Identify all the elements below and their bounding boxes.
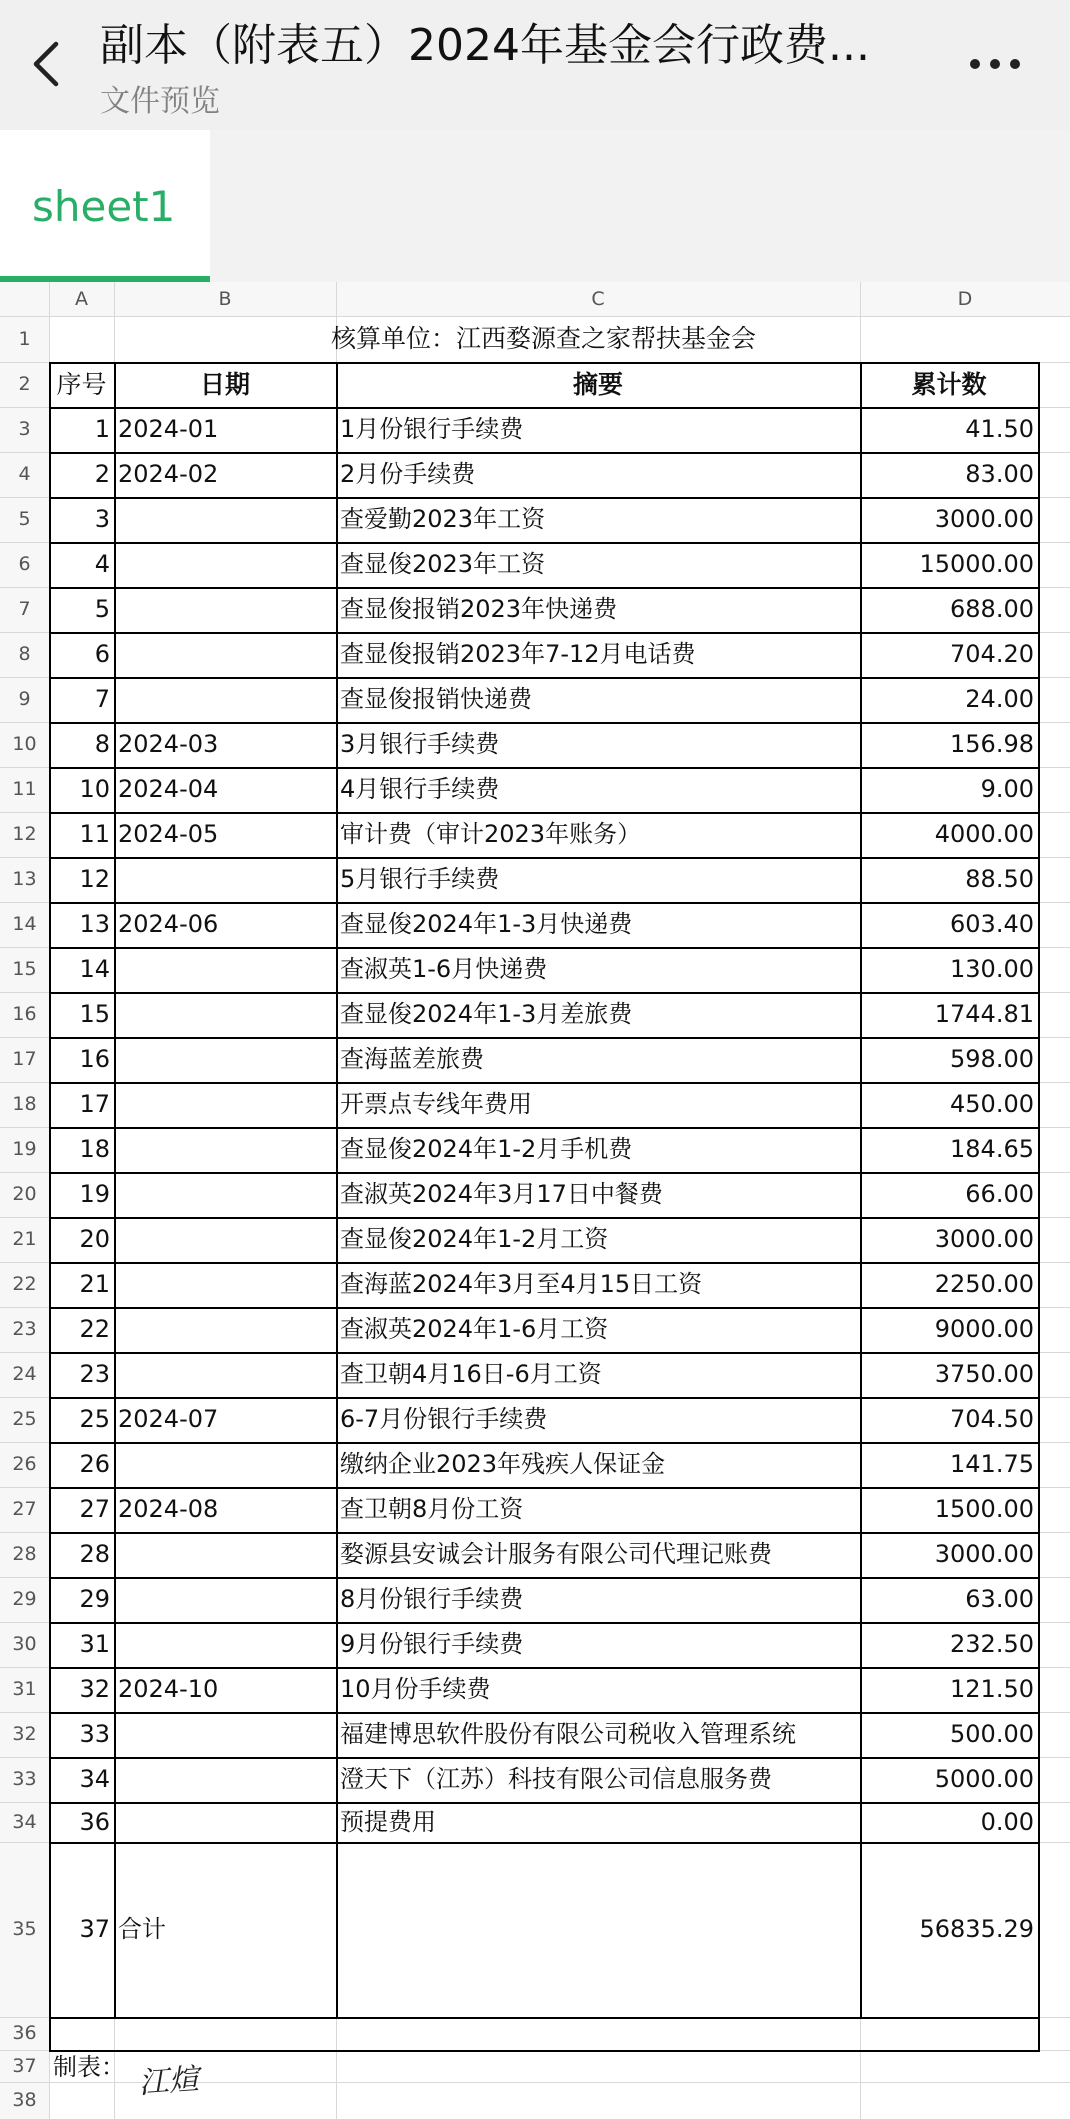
table-border-col-d <box>860 362 862 2017</box>
cell-date[interactable]: 2024-06 <box>118 910 219 938</box>
row-number[interactable]: 3 <box>0 407 49 452</box>
cell-no[interactable]: 2 <box>94 460 110 488</box>
cell-no[interactable]: 3 <box>94 505 110 533</box>
cell-amount[interactable]: 9.00 <box>980 775 1034 803</box>
cell-summary[interactable]: 开票点专线年费用 <box>340 1090 532 1118</box>
cell-amount[interactable]: 598.00 <box>950 1045 1034 1073</box>
cell-date[interactable] <box>114 1802 336 1842</box>
header-date: 日期 <box>199 370 250 399</box>
row-number[interactable]: 16 <box>0 992 49 1037</box>
row-number[interactable]: 33 <box>0 1757 49 1802</box>
app-header <box>0 0 1070 130</box>
cell-no[interactable]: 27 <box>79 1495 110 1523</box>
cell-summary[interactable]: 婺源县安诚会计服务有限公司代理记账费 <box>340 1540 772 1568</box>
table-border-row <box>49 1577 1040 1579</box>
cell-date[interactable]: 2024-05 <box>118 820 219 848</box>
cell-summary[interactable]: 4月银行手续费 <box>340 775 500 803</box>
cell-no[interactable]: 37 <box>79 1915 110 1943</box>
cell-date[interactable] <box>114 1217 336 1262</box>
cell-no[interactable]: 13 <box>79 910 110 938</box>
cell-amount[interactable]: 232.50 <box>950 1630 1034 1658</box>
cell-no[interactable]: 28 <box>79 1540 110 1568</box>
cell-amount[interactable]: 688.00 <box>950 595 1034 623</box>
row-number[interactable]: 26 <box>0 1442 49 1487</box>
cell-no[interactable]: 23 <box>79 1360 110 1388</box>
table-border-row <box>49 1307 1040 1309</box>
cell-summary[interactable]: 查显俊报销快递费 <box>340 685 532 713</box>
row-number[interactable]: 20 <box>0 1172 49 1217</box>
cell-summary[interactable]: 8月份银行手续费 <box>340 1585 524 1613</box>
cell-amount[interactable]: 9000.00 <box>934 1315 1034 1343</box>
cell-date[interactable] <box>114 1172 336 1217</box>
cell-no[interactable]: 36 <box>79 1808 110 1836</box>
cell-summary[interactable]: 查显俊报销2023年快递费 <box>340 595 618 623</box>
cell-no[interactable]: 11 <box>79 820 110 848</box>
cell-no[interactable]: 21 <box>79 1270 110 1298</box>
cell-no[interactable]: 25 <box>79 1405 110 1433</box>
prepared-by-label: 制表： <box>53 2053 125 2081</box>
table-border-row <box>49 452 1040 454</box>
signature: 江煊 <box>137 2062 200 2102</box>
row-number[interactable]: 28 <box>0 1532 49 1577</box>
table-border-row <box>49 857 1040 859</box>
table-border-row <box>49 1037 1040 1039</box>
table-border-row <box>49 1352 1040 1354</box>
cell-amount[interactable]: 3000.00 <box>934 1225 1034 1253</box>
cell-summary[interactable]: 查爱勤2023年工资 <box>340 505 546 533</box>
column-header-d[interactable]: D <box>860 282 1070 316</box>
row-number[interactable]: 12 <box>0 812 49 857</box>
cell-summary[interactable]: 查淑英2024年1-6月工资 <box>340 1315 609 1343</box>
cell-date[interactable] <box>114 1037 336 1082</box>
cell-amount[interactable]: 0.00 <box>980 1808 1034 1836</box>
cell-no[interactable]: 1 <box>94 415 110 443</box>
table-border-row <box>49 497 1040 499</box>
cell-date[interactable]: 2024-02 <box>118 460 219 488</box>
row-number[interactable]: 23 <box>0 1307 49 1352</box>
cell-amount[interactable]: 56835.29 <box>919 1915 1034 1943</box>
cell-summary[interactable]: 3月银行手续费 <box>340 730 500 758</box>
cell-amount[interactable]: 15000.00 <box>919 550 1034 578</box>
cell-no[interactable]: 20 <box>79 1225 110 1253</box>
cell-summary[interactable]: 澄天下（江苏）科技有限公司信息服务费 <box>340 1765 772 1793</box>
cell-summary[interactable]: 5月银行手续费 <box>340 865 500 893</box>
cell-summary[interactable]: 审计费（审计2023年账务） <box>340 820 642 848</box>
spreadsheet-grid[interactable] <box>0 282 1070 2119</box>
more-horizontal-icon <box>967 57 1023 71</box>
table-border-row <box>49 1262 1040 1264</box>
table-border-row <box>49 677 1040 679</box>
cell-summary[interactable]: 10月份手续费 <box>340 1675 491 1703</box>
cell-amount[interactable]: 704.20 <box>950 640 1034 668</box>
cell-date[interactable] <box>114 542 336 587</box>
note-block[interactable] <box>49 2017 1038 2065</box>
table-border-row <box>49 1842 1040 1844</box>
row-number[interactable]: 14 <box>0 902 49 947</box>
table-border-row <box>49 1532 1040 1534</box>
cell-date[interactable] <box>114 632 336 677</box>
cell-summary[interactable]: 缴纳企业2023年残疾人保证金 <box>340 1450 666 1478</box>
cell-no[interactable]: 17 <box>79 1090 110 1118</box>
cell-date[interactable] <box>114 677 336 722</box>
cell-date[interactable] <box>114 1577 336 1622</box>
cell-summary[interactable]: 9月份银行手续费 <box>340 1630 524 1658</box>
cell-amount[interactable]: 450.00 <box>950 1090 1034 1118</box>
cell-summary[interactable]: 预提费用 <box>340 1808 436 1836</box>
row-number[interactable]: 31 <box>0 1667 49 1712</box>
cell-date[interactable] <box>114 1307 336 1352</box>
cell-no[interactable]: 8 <box>94 730 110 758</box>
table-border-row <box>49 1172 1040 1174</box>
row-number[interactable]: 8 <box>0 632 49 677</box>
table-border-row <box>49 1487 1040 1489</box>
cell-date[interactable] <box>114 1532 336 1577</box>
row-number[interactable]: 13 <box>0 857 49 902</box>
cell-date[interactable] <box>114 1442 336 1487</box>
cell-date[interactable] <box>114 497 336 542</box>
cell-amount[interactable]: 1500.00 <box>934 1495 1034 1523</box>
header-amount: 累计数 <box>911 370 987 399</box>
cell-date[interactable] <box>114 992 336 1037</box>
row-number[interactable]: 2 <box>0 362 49 407</box>
cell-no[interactable]: 6 <box>94 640 110 668</box>
table-border-top <box>49 362 1040 364</box>
row-number[interactable]: 34 <box>0 1802 49 1842</box>
table-border-row <box>49 632 1040 634</box>
row-number[interactable]: 24 <box>0 1352 49 1397</box>
table-border-row <box>49 1667 1040 1669</box>
cell-amount[interactable]: 5000.00 <box>934 1765 1034 1793</box>
cell-date[interactable] <box>114 1127 336 1172</box>
row-number[interactable]: 11 <box>0 767 49 812</box>
table-border-row <box>49 1397 1040 1399</box>
table-border-row <box>49 812 1040 814</box>
row-number[interactable]: 35 <box>0 1842 49 2017</box>
sheet-tabbar <box>0 130 1070 282</box>
cell-summary[interactable]: 查显俊2024年1-2月手机费 <box>340 1135 633 1163</box>
table-border-col-b <box>114 362 116 2017</box>
row-number[interactable]: 27 <box>0 1487 49 1532</box>
cell-amount[interactable]: 88.50 <box>965 865 1034 893</box>
cell-summary[interactable]: 6-7月份银行手续费 <box>340 1405 548 1433</box>
cell-no[interactable]: 4 <box>94 550 110 578</box>
cell-no[interactable]: 15 <box>79 1000 110 1028</box>
page-title: 副本（附表五）2024年基金会行政费... <box>100 20 870 71</box>
cell-amount[interactable]: 41.50 <box>965 415 1034 443</box>
row-number[interactable]: 10 <box>0 722 49 767</box>
row-number[interactable]: 18 <box>0 1082 49 1127</box>
table-border-right <box>1038 362 1040 2052</box>
table-border-row <box>49 2050 1040 2052</box>
cell-amount[interactable]: 2250.00 <box>934 1270 1034 1298</box>
cell-amount[interactable]: 500.00 <box>950 1720 1034 1748</box>
row-number[interactable]: 17 <box>0 1037 49 1082</box>
cell-date[interactable]: 2024-08 <box>118 1495 219 1523</box>
cell-amount[interactable]: 3000.00 <box>934 505 1034 533</box>
row-number[interactable]: 37 <box>0 2050 49 2082</box>
cell-date[interactable] <box>114 1352 336 1397</box>
row-number[interactable]: 29 <box>0 1577 49 1622</box>
row-number[interactable]: 5 <box>0 497 49 542</box>
table-border-row <box>49 1802 1040 1804</box>
cell-summary[interactable]: 福建博思软件股份有限公司税收入管理系统 <box>340 1720 796 1748</box>
cell-date[interactable]: 2024-07 <box>118 1405 219 1433</box>
cell-amount[interactable]: 704.50 <box>950 1405 1034 1433</box>
table-border-row <box>49 1442 1040 1444</box>
cell-amount[interactable]: 156.98 <box>950 730 1034 758</box>
cell-date[interactable] <box>114 1082 336 1127</box>
cell-summary[interactable]: 1月份银行手续费 <box>340 415 524 443</box>
cell-no[interactable]: 16 <box>79 1045 110 1073</box>
cell-amount[interactable]: 4000.00 <box>934 820 1034 848</box>
cell-date[interactable] <box>114 1622 336 1667</box>
cell-amount[interactable]: 121.50 <box>950 1675 1034 1703</box>
table-border-left <box>49 362 51 2050</box>
row-number[interactable]: 9 <box>0 677 49 722</box>
cell-summary[interactable]: 查卫朝8月份工资 <box>340 1495 524 1523</box>
table-border-row <box>49 902 1040 904</box>
unit-title: 核算单位：江西婺源查之家帮扶基金会 <box>330 324 756 353</box>
cell-no[interactable]: 33 <box>79 1720 110 1748</box>
cell-amount[interactable]: 24.00 <box>965 685 1034 713</box>
table-border-row <box>49 2017 1040 2019</box>
row-number[interactable]: 25 <box>0 1397 49 1442</box>
row-number[interactable]: 4 <box>0 452 49 497</box>
table-border-row <box>49 1757 1040 1759</box>
cell-date[interactable]: 2024-01 <box>118 415 219 443</box>
table-border-row <box>49 1082 1040 1084</box>
row-number[interactable]: 30 <box>0 1622 49 1667</box>
back-button[interactable] <box>24 36 68 92</box>
cell-date[interactable] <box>114 857 336 902</box>
cell-date[interactable] <box>114 1712 336 1757</box>
cell-summary[interactable] <box>336 1842 860 2017</box>
cell-summary[interactable]: 查显俊2023年工资 <box>340 550 546 578</box>
cell-amount[interactable]: 141.75 <box>950 1450 1034 1478</box>
cell-amount[interactable]: 3000.00 <box>934 1540 1034 1568</box>
cell-summary[interactable]: 查显俊2024年1-3月差旅费 <box>340 1000 633 1028</box>
table-border-col-c <box>336 362 338 2017</box>
cell-date[interactable]: 2024-04 <box>118 775 219 803</box>
table-border-row <box>49 407 1040 409</box>
tab-sheet1-label: sheet1 <box>32 182 176 231</box>
cell-date[interactable]: 2024-10 <box>118 1675 219 1703</box>
cell-summary[interactable]: 查卫朝4月16日-6月工资 <box>340 1360 602 1388</box>
cell-no[interactable]: 34 <box>79 1765 110 1793</box>
cell-amount[interactable]: 3750.00 <box>934 1360 1034 1388</box>
cell-no[interactable]: 14 <box>79 955 110 983</box>
cell-summary[interactable]: 查淑英1-6月快递费 <box>340 955 548 983</box>
cell-date[interactable]: 2024-03 <box>118 730 219 758</box>
cell-amount[interactable]: 66.00 <box>965 1180 1034 1208</box>
table-border-row <box>49 1127 1040 1129</box>
cell-no[interactable]: 29 <box>79 1585 110 1613</box>
cell-amount[interactable]: 603.40 <box>950 910 1034 938</box>
column-header-b[interactable]: B <box>114 282 336 316</box>
cell-amount[interactable]: 184.65 <box>950 1135 1034 1163</box>
table-border-row <box>49 1217 1040 1219</box>
cell-no[interactable]: 5 <box>94 595 110 623</box>
row-number[interactable]: 6 <box>0 542 49 587</box>
row-number[interactable]: 36 <box>0 2017 49 2050</box>
cell-date[interactable] <box>114 587 336 632</box>
cell-no[interactable]: 10 <box>79 775 110 803</box>
row-number[interactable]: 38 <box>0 2082 49 2119</box>
cell-no[interactable]: 26 <box>79 1450 110 1478</box>
page-subtitle: 文件预览 <box>100 84 220 119</box>
table-border-row <box>49 947 1040 949</box>
cell-summary[interactable]: 查淑英2024年3月17日中餐费 <box>340 1180 663 1208</box>
row-number[interactable]: 1 <box>0 316 49 362</box>
header-summary: 摘要 <box>572 370 623 399</box>
table-border-row <box>49 587 1040 589</box>
cell-amount[interactable]: 130.00 <box>950 955 1034 983</box>
cell-date[interactable] <box>114 1757 336 1802</box>
row-number[interactable]: 22 <box>0 1262 49 1307</box>
cell-summary[interactable]: 查显俊报销2023年7-12月电话费 <box>340 640 696 668</box>
select-all-corner[interactable] <box>0 282 49 316</box>
row-number[interactable]: 19 <box>0 1127 49 1172</box>
more-button[interactable] <box>960 36 1030 92</box>
table-border-row <box>49 1622 1040 1624</box>
tab-sheet1[interactable] <box>0 130 210 282</box>
header-no: 序号 <box>56 370 107 399</box>
cell-no[interactable]: 32 <box>79 1675 110 1703</box>
column-header-c[interactable]: C <box>336 282 860 316</box>
row-number[interactable]: 15 <box>0 947 49 992</box>
cell-summary[interactable]: 查显俊2024年1-2月工资 <box>340 1225 609 1253</box>
table-border-row <box>49 767 1040 769</box>
table-border-row <box>49 992 1040 994</box>
cell-no[interactable]: 12 <box>79 865 110 893</box>
cell-summary[interactable]: 查海蓝2024年3月至4月15日工资 <box>340 1270 703 1298</box>
cell-amount[interactable]: 83.00 <box>965 460 1034 488</box>
cell-summary[interactable]: 查显俊2024年1-3月快递费 <box>340 910 633 938</box>
column-header-a[interactable]: A <box>49 282 114 316</box>
cell-no[interactable]: 7 <box>94 685 110 713</box>
chevron-left-icon <box>32 40 60 88</box>
cell-no[interactable]: 19 <box>79 1180 110 1208</box>
cell-date[interactable]: 合计 <box>118 1915 166 1943</box>
cell-amount[interactable]: 1744.81 <box>934 1000 1034 1028</box>
cell-summary[interactable]: 2月份手续费 <box>340 460 476 488</box>
cell-amount[interactable]: 63.00 <box>965 1585 1034 1613</box>
cell-date[interactable] <box>114 947 336 992</box>
cell-no[interactable]: 31 <box>79 1630 110 1658</box>
row-number[interactable]: 7 <box>0 587 49 632</box>
cell-no[interactable]: 18 <box>79 1135 110 1163</box>
table-border-row <box>49 1712 1040 1714</box>
table-border-row <box>49 542 1040 544</box>
cell-summary[interactable]: 查海蓝差旅费 <box>340 1045 484 1073</box>
table-border-row <box>49 722 1040 724</box>
cell-date[interactable] <box>114 1262 336 1307</box>
cell-no[interactable]: 22 <box>79 1315 110 1343</box>
row-number[interactable]: 32 <box>0 1712 49 1757</box>
row-number[interactable]: 21 <box>0 1217 49 1262</box>
